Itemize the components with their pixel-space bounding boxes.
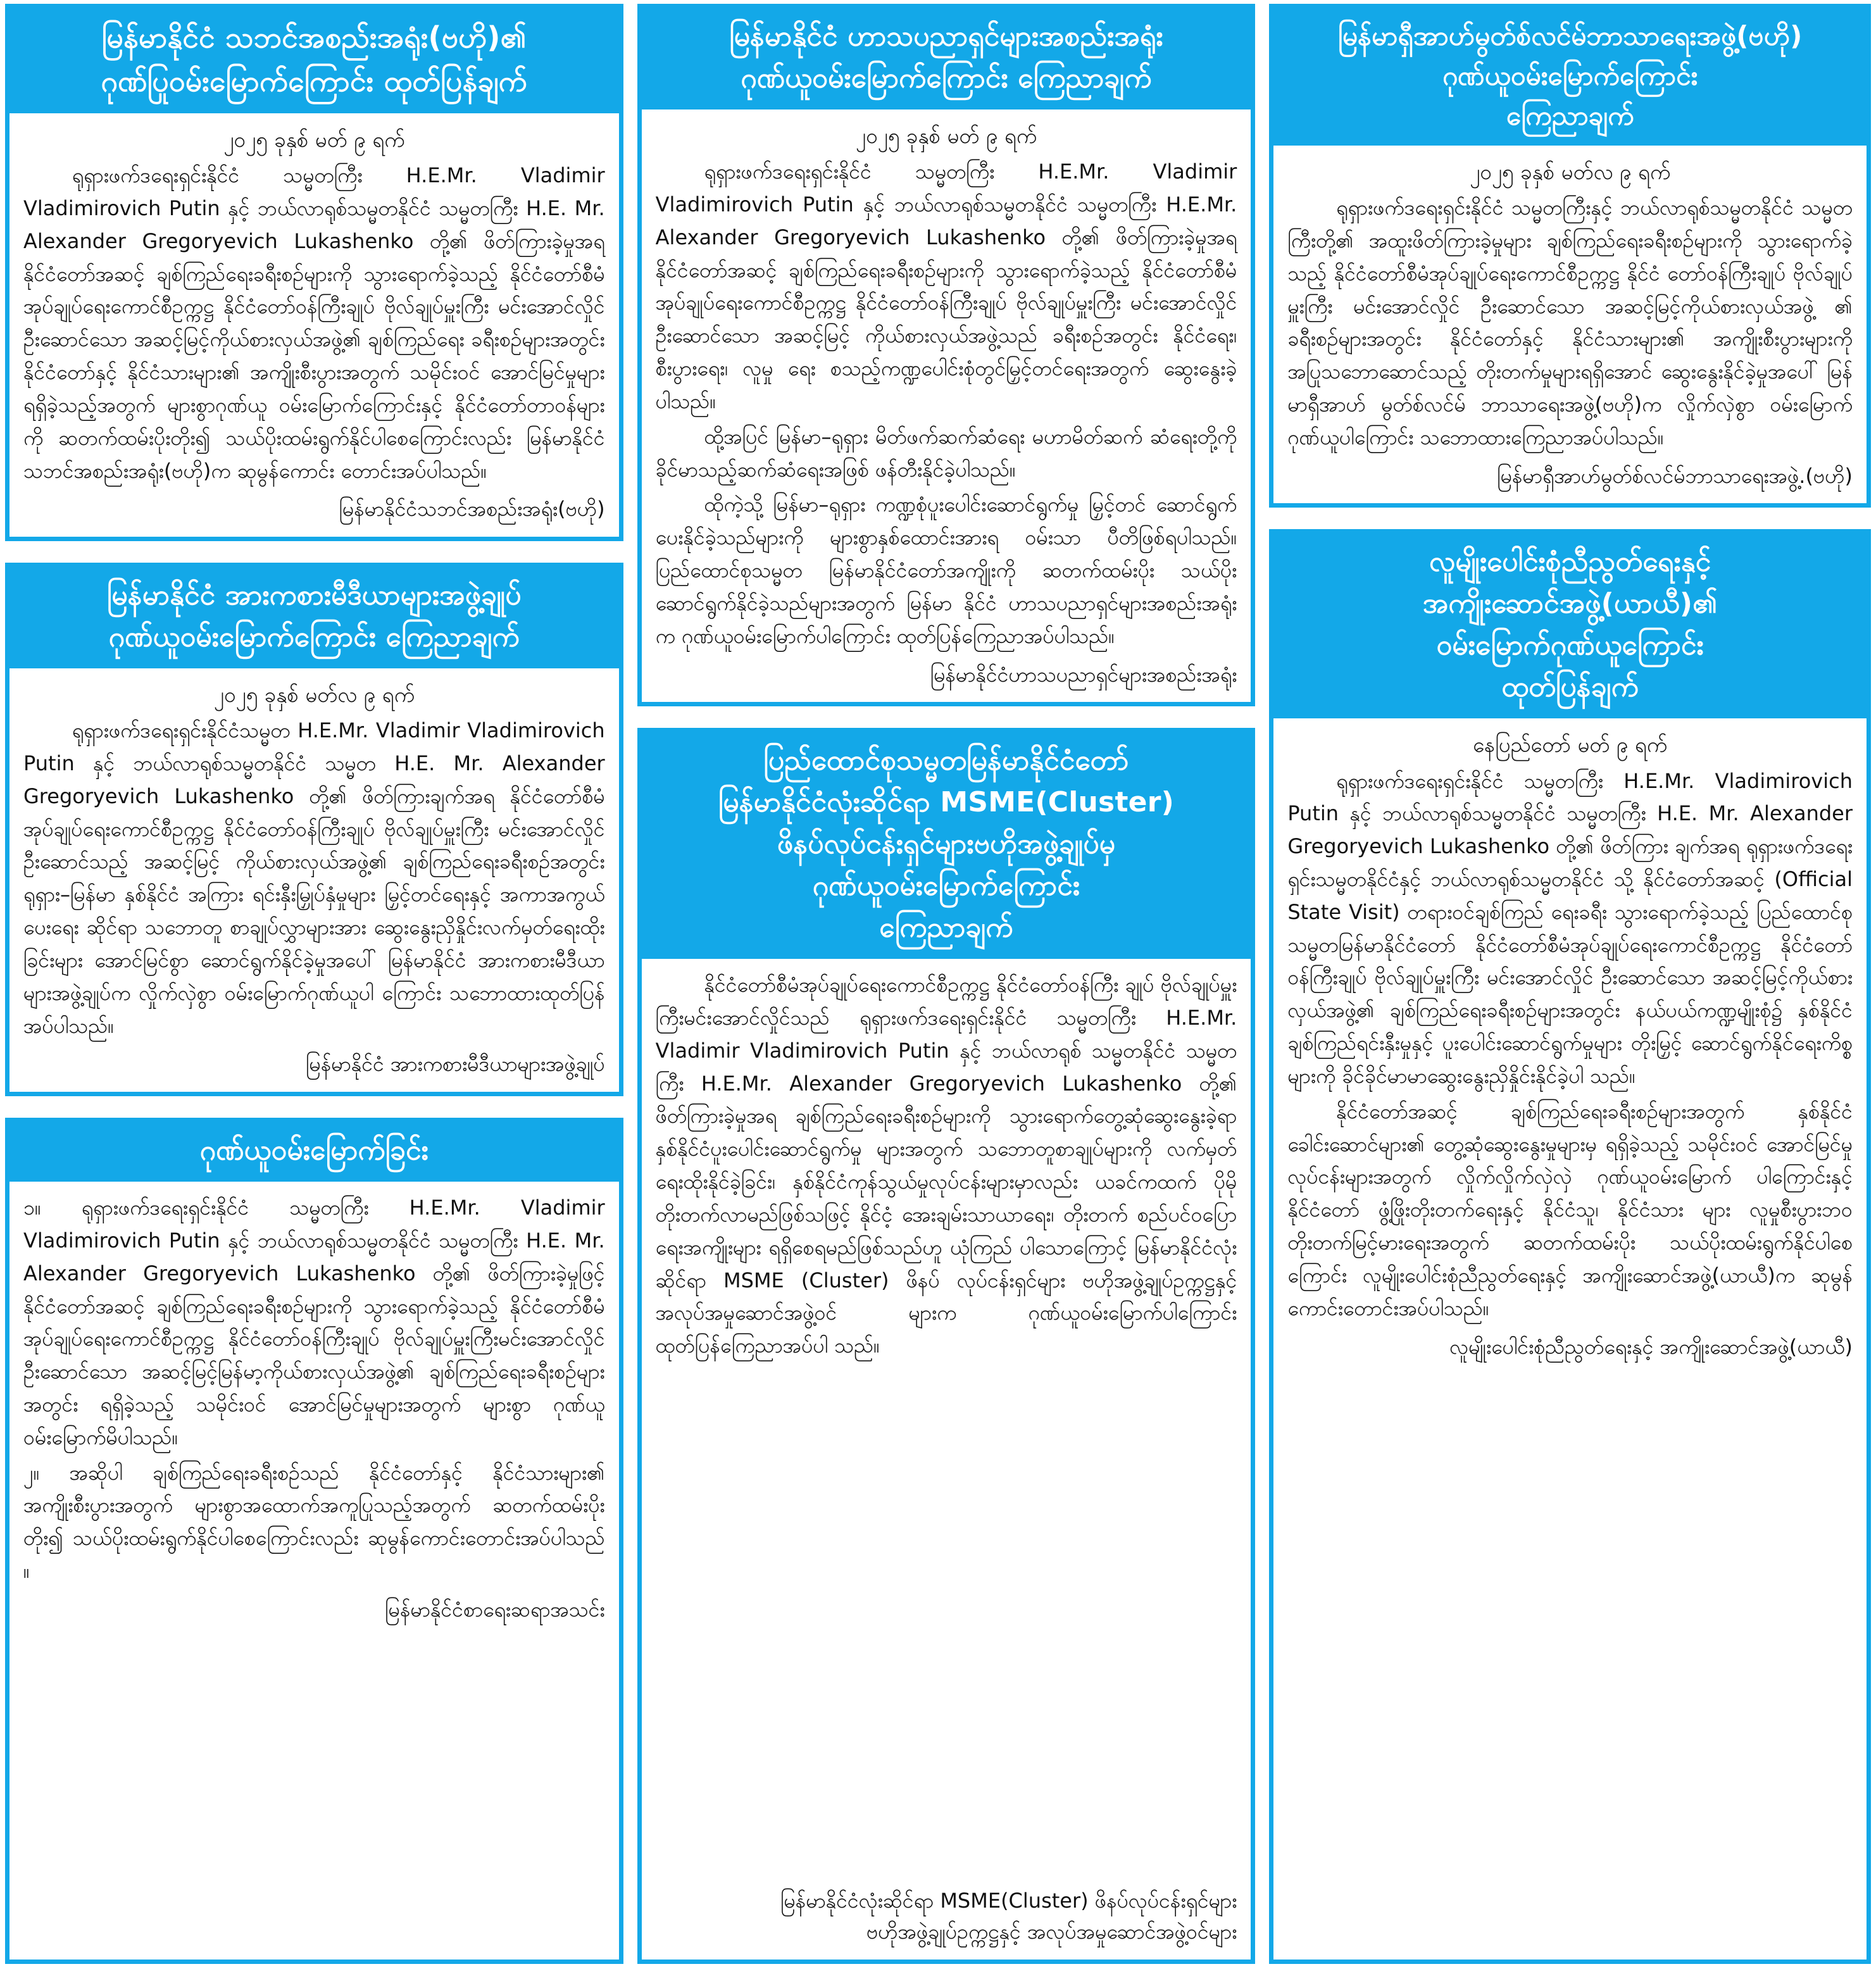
article-headline: [1273, 534, 1867, 718]
headline-line: ထုတ်ပြန်ချက်: [1501, 671, 1639, 704]
dateline: ၂၀၂၅ ခုနှစ် မတ် ၉ ရက်: [223, 127, 405, 152]
headline-line: ဝမ်းမြောက်ဂုဏ်ယူကြောင်း: [1436, 629, 1704, 662]
headline-line: ကြေညာချက်: [879, 911, 1013, 944]
dateline: ၂၀၂၅ ခုနှစ် မတ်လ ၉ ရက်: [1469, 159, 1671, 184]
article-body: [9, 668, 619, 1092]
article-body: [1273, 146, 1867, 503]
article-signature: [23, 1049, 605, 1080]
signature-line: မြန်မာနိုင်ငံသဘင်အစည်းအရုံး(ဗဟို): [339, 497, 605, 522]
headline-line: ဂုဏ်ယူဝမ်းမြောက်ကြောင်း ကြေညာချက်: [108, 621, 520, 654]
signature-line: လူမျိုးပေါင်းစုံညီညွတ်ရေးနှင့် အကျိုးဆောင်အဖွဲ့(ယာယီ): [1449, 1334, 1853, 1359]
article-body: [1273, 718, 1867, 1960]
body-paragraph: ၂။ အဆိုပါ ချစ်ကြည်ရေးခရီးစဉ်သည် နိုင်ငံတော်နှင့် နိုင်ငံသားများ၏ အကျိုးစီးပွားအတွက် များစွာအထောက်အကူပြုသည့်အတွက် ဆတက်ထမ်းပိုးတိုး၍ သယ်ပိုးထမ်းရွက်နိုင်ပါစေကြောင်းလည်း ဆုမွန်ကောင်းတောင်းအပ်ပါသည် ။: [23, 1460, 605, 1584]
headline-line: မြန်မာရှီအာဟ်မွတ်စ်လင်မ်ဘာသာရေးအဖွဲ့(ဗဟို): [1337, 20, 1803, 51]
signature-line: မြန်မာနိုင်ငံဟာသပညာရှင်များအစည်းအရုံး: [930, 662, 1237, 687]
article-body: [642, 109, 1251, 702]
body-paragraph: ရုရှားဖက်ဒရေးရှင်းနိုင်ငံ သမ္မတကြီး H.E.Mr. Vladimir Vladimirovich Putin နှင့် ဘယ်လာရုစ်သမ္မတနိုင်ငံ သမ္မတကြီး H.E.Mr. Alexander Gregoryevich Lukashenko တို့၏ ဖိတ်ကြားခဲ့မှုအရ နိုင်ငံတော်အဆင့် ချစ်ကြည်ရေးခရီးစဉ်များကို သွားရောက်ခဲ့သည့် နိုင်ငံတော်စီမံအုပ်ချုပ်ရေးကောင်စီဥက္ကဋ္ဌ နိုင်ငံတော်ဝန်ကြီးချုပ် ဗိုလ်ချုပ်မှူးကြီး မင်းအောင်လှိုင် ဦးဆောင်သော အဆင့်မြင့် ကိုယ်စားလှယ်အဖွဲ့သည် ခရီးစဉ်အတွင်း နိုင်ငံရေး၊ စီးပွားရေး၊ လူမှု ရေး စသည့်ကဏ္ဍပေါင်းစုံတွင်မြှင့်တင်ရေးအတွက် ဆွေးနွေးခဲ့ပါသည်။: [655, 159, 1237, 413]
column-middle: [637, 4, 1256, 1964]
article-thabin-association: [5, 4, 623, 541]
headline-line: ဂုဏ်ပြုဝမ်းမြောက်ကြောင်း ထုတ်ပြန်ချက်: [101, 64, 527, 98]
article-headline: [9, 1122, 619, 1182]
article-signature: [23, 1594, 605, 1626]
dateline: ၂၀၂၅ ခုနှစ် မတ်လ ၉ ရက်: [213, 682, 415, 708]
headline-line: မြန်မာနိုင်ငံ သဘင်အစည်းအရုံး(ဗဟို)၏: [101, 20, 527, 54]
signature-line: မြန်မာနိုင်ငံလုံးဆိုင်ရာ MSME(Cluster) ဖိနပ်လုပ်ငန်းရှင်များ: [780, 1888, 1237, 1913]
article-signature: [1287, 1332, 1853, 1363]
headline-line: ဂုဏ်ယူဝမ်းမြောက်ခြင်း: [199, 1134, 428, 1167]
headline-line: မြန်မာနိုင်ငံ ဟာသပညာရှင်များအစည်းအရုံး: [729, 20, 1163, 53]
headline-line: ဂုဏ်ယူဝမ်းမြောက်ကြောင်း: [812, 870, 1080, 903]
article-body: [9, 1182, 619, 1960]
article-msme-cluster-federation: [637, 728, 1256, 1964]
article-sports-media-federation: [5, 563, 623, 1096]
column-left: [5, 4, 623, 1964]
article-headline: [642, 732, 1251, 959]
article-signature: [656, 659, 1237, 691]
dateline: ၂၀၂၅ ခုနှစ် မတ် ၉ ရက်: [855, 123, 1037, 148]
article-signature: [656, 1885, 1237, 1948]
article-shia-muslim-religious-association: [1269, 4, 1871, 508]
headline-line: ကြေညာချက်: [1506, 100, 1634, 131]
article-headline: [642, 8, 1251, 109]
body-spacer: [656, 1365, 1237, 1882]
headline-line: ဖိနပ်လုပ်ငန်းရှင်များဗဟိုအဖွဲ့ချုပ်မှ: [777, 828, 1116, 861]
headline-line: မြန်မာနိုင်ငံ အားကစားမီဒီယာများအဖွဲ့ချုပ်: [107, 579, 522, 612]
body-paragraph: ၁။ ရုရှားဖက်ဒရေးရှင်းနိုင်ငံ သမ္မတကြီး H.E.Mr. Vladimir Vladimirovich Putin နှင့် ဘယ်လာရုစ်သမ္မတနိုင်ငံ သမ္မတကြီး H.E. Mr. Alexander Gregoryevich Lukashenko တို့၏ ဖိတ်ကြားခဲ့မှုဖြင့် နိုင်ငံတော်အဆင့် ချစ်ကြည်ရေးခရီးစဉ်များကို သွားရောက်ခဲ့သည့် နိုင်ငံတော်စီမံအုပ်ချုပ်ရေးကောင်စီဥက္ကဋ္ဌ နိုင်ငံတော်ဝန်ကြီးချုပ် ဗိုလ်ချုပ်မှူးကြီးမင်းအောင်လှိုင် ဦးဆောင်သော အဆင့်မြင့်မြန်မာ့ကိုယ်စားလှယ်အဖွဲ့၏ ချစ်ကြည်ရေးခရီးစဉ်များအတွင်း ရရှိခဲ့သည့် သမိုင်းဝင် အောင်မြင်မှုများအတွက် များစွာ ဂုဏ်ယူဝမ်းမြောက်မိပါသည်။: [23, 1196, 605, 1449]
signature-line: မြန်မာရှီအာဟ်မွတ်စ်လင်မ်ဘာသာရေးအဖွဲ့‌.(ဗဟို): [1497, 463, 1853, 488]
headline-line: ဂုဏ်ယူဝမ်းမြောက်ကြောင်း: [1442, 60, 1698, 91]
article-body: [9, 113, 619, 537]
article-headline: [1273, 8, 1867, 146]
body-paragraph: ရုရှားဖက်ဒရေးရှင်းနိုင်ငံ သမ္မတကြီး H.E.Mr. Vladimir Vladimirovich Putin နှင့် ဘယ်လာရုစ်သမ္မတနိုင်ငံ သမ္မတကြီး H.E. Mr. Alexander Gregoryevich Lukashenko တို့၏ ဖိတ်ကြားခဲ့မှုအရ နိုင်ငံတော်အဆင့် ချစ်ကြည်ရေးခရီးစဉ်များကို သွားရောက်ခဲ့သည့် နိုင်ငံတော်စီမံအုပ်ချုပ်ရေးကောင်စီဥက္ကဋ္ဌ နိုင်ငံတော်ဝန်ကြီးချုပ် ဗိုလ်ချုပ်မှူးကြီး မင်းအောင်လှိုင် ဦးဆောင်သော အဆင့်မြင့်ကိုယ်စားလှယ်အဖွဲ့၏ ချစ်ကြည်ရေး ခရီးစဉ်များအတွင်း နိုင်ငံတော်နှင့် နိုင်ငံသားများ၏ အကျိုးစီးပွားအတွက် သမိုင်းဝင် အောင်မြင်မှုများရရှိခဲ့သည့်အတွက် များစွာဂုဏ်ယူ ဝမ်းမြောက်ကြောင်းနှင့် နိုင်ငံတော်တာဝန်များကို ဆတက်ထမ်းပိုးတိုး၍ သယ်ပိုးထမ်းရွက်နိုင်ပါစေကြောင်းလည်း မြန်မာနိုင်ငံ သဘင်အစည်းအရုံး(ဗဟို)က ဆုမွန်ကောင်း တောင်းအပ်ပါသည်။: [23, 163, 605, 483]
body-paragraph: ရုရှားဖက်ဒရေးရှင်းနိုင်ငံ သမ္မတကြီးနှင့် ဘယ်လာရုစ်သမ္မတနိုင်ငံ သမ္မတကြီးတို့၏ အထူးဖိတ်ကြားခဲ့မှုများ ချစ်ကြည်ရေးခရီးစဉ်များကို သွားရောက်ခဲ့သည့် နိုင်ငံတော်စီမံအုပ်ချုပ်ရေးကောင်စီဥက္ကဋ္ဌ နိုင်ငံ တော်ဝန်ကြီးချုပ် ဗိုလ်ချုပ်မှူးကြီး မင်းအောင်လှိုင် ဦးဆောင်သော အဆင့်မြင့်ကိုယ်စားလှယ်အဖွဲ့ ၏ ခရီးစဉ်များအတွင်း နိုင်ငံတော်နှင့် နိုင်ငံသားများ၏ အကျိုးစီးပွားများကို အပြုသဘောဆောင်သည့် တိုးတက်မှုများရရှိအောင် ဆွေးနွေးနိုင်ခဲ့မှုအပေါ် မြန်မာရှီအာဟ် မွတ်စ်လင်မ် ဘာသာရေးအဖွဲ့(ဗဟို)က လှိုက်လှဲစွာ ဝမ်းမြောက် ဂုဏ်ယူပါကြောင်း သဘောထားကြေညာအပ်ပါသည်။: [1287, 196, 1853, 449]
article-national-races-unity-association: [1269, 529, 1871, 1964]
article-headline: [9, 567, 619, 668]
article-body: [642, 959, 1251, 1960]
article-writers-association: [5, 1118, 623, 1964]
headline-line: ဂုဏ်ယူဝမ်းမြောက်ကြောင်း ကြေညာချက်: [741, 62, 1152, 94]
headline-line: အကျိုးဆောင်အဖွဲ့(ယာယီ)၏: [1422, 587, 1718, 620]
body-paragraph: နိုင်ငံတော်အဆင့် ချစ်ကြည်ရေးခရီးစဉ်များအတွက် နှစ်နိုင်ငံ ခေါင်းဆောင်များ၏ တွေ့ဆုံဆွေးနွေးမှုများမှ ရရှိခဲ့သည့် သမိုင်းဝင် အောင်မြင်မှုလုပ်ငန်းများအတွက် လှိုက်လှိုက်လှဲလှဲ ဂုဏ်ယူဝမ်းမြောက် ပါကြောင်းနှင့် နိုင်ငံတော် ဖွံ့ဖြိုးတိုးတက်ရေးနှင့် နိုင်ငံသူ၊ နိုင်ငံသား များ လူမှုစီးပွားဘဝတိုးတက်မြင့်မားရေးအတွက် ဆတက်ထမ်းပိုး သယ်ပိုးထမ်းရွက်နိုင်ပါစေကြောင်း လူမျိုးပေါင်းစုံညီညွတ်ရေးနှင့် အကျိုးဆောင်အဖွဲ့(ယာယီ)က ဆုမွန်ကောင်းတောင်းအပ်ပါသည်။: [1287, 1099, 1853, 1320]
column-right: [1269, 4, 1871, 1964]
headline-line: လူမျိုးပေါင်းစုံညီညွတ်ရေးနှင့်: [1429, 546, 1711, 578]
article-comedians-association: [637, 4, 1256, 706]
body-paragraph: ထို့အပြင် မြန်မာ–ရုရှား မိတ်ဖက်ဆက်ဆံရေး မဟာမိတ်ဆက် ဆံရေးတို့ကို ခိုင်မာသည့်ဆက်ဆံရေးအဖြစ် ဖန်တီးနိုင်ခဲ့ပါသည်။: [655, 424, 1237, 482]
body-paragraph: နိုင်ငံတော်စီမံအုပ်ချုပ်ရေးကောင်စီဥက္ကဋ္ဌ နိုင်ငံတော်ဝန်ကြီး ချုပ် ဗိုလ်ချုပ်မှူးကြီးမင်းအောင်လှိုင်သည် ရုရှားဖက်ဒရေးရှင်းနိုင်ငံ သမ္မတကြီး H.E.Mr. Vladimir Vladimirovich Putin နှင့် ဘယ်လာရုစ် သမ္မတနိုင်ငံ သမ္မတကြီး H.E.Mr. Alexander Gregoryevich Lukashenko တို့၏ ဖိတ်ကြားခဲ့မှုအရ ချစ်ကြည်ရေးခရီးစဉ်များကို သွားရောက်တွေ့ဆုံဆွေးနွေးခဲ့ရာ နှစ်နိုင်ငံပူးပေါင်းဆောင်ရွက်မှု များအတွက် သဘောတူစာချုပ်များကို လက်မှတ်ရေးထိုးနိုင်ခဲ့ခြင်း၊ နှစ်နိုင်ငံကုန်သွယ်မှုလုပ်ငန်းများမှာလည်း ယခင်ကထက် ပိုမို တိုးတက်လာမည်ဖြစ်သဖြင့် နိုင်ငံ့ အေးချမ်းသာယာရေး၊ တိုးတက် စည်ပင်ဝပြောရေးအကျိုးများ ရရှိစေရမည်ဖြစ်သည်ဟူ ယုံကြည် ပါသောကြောင့် မြန်မာနိုင်ငံလုံးဆိုင်ရာ MSME (Cluster) ဖိနပ် လုပ်ငန်းရှင်များ ဗဟိုအဖွဲ့ချုပ်ဥက္ကဋ္ဌနှင့် အလုပ်အမှုဆောင်အဖွဲ့ဝင် များက ဂုဏ်ယူဝမ်းမြောက်ပါကြောင်း ထုတ်ပြန်ကြေညာအပ်ပါ သည်။: [655, 973, 1237, 1358]
signature-line: ဗဟိုအဖွဲ့ချုပ်ဥက္ကဋ္ဌနှင့် အလုပ်အမှုဆောင်အဖွဲ့ဝင်များ: [866, 1920, 1237, 1944]
article-headline: [9, 8, 619, 113]
signature-line: မြန်မာနိုင်ငံ အားကစားမီဒီယာများအဖွဲ့ချုပ်: [306, 1052, 605, 1077]
headline-line: မြန်မာနိုင်ငံလုံးဆိုင်ရာ MSME(Cluster): [718, 786, 1174, 819]
body-paragraph: ထိုကဲ့သို့ မြန်မာ–ရုရှား ကဏ္ဍစုံပူးပေါင်းဆောင်ရွက်မှု မြှင့်တင် ဆောင်ရွက်ပေးနိုင်ခဲ့သည်များကို များစွာနှစ်ထောင်းအားရ ဝမ်းသာ ပီတိဖြစ်ရပါသည်။ ပြည်ထောင်စုသမ္မတ မြန်မာနိုင်ငံတော်အကျိုးကို ဆတက်ထမ်းပိုး သယ်ပိုးဆောင်ရွက်နိုင်ခဲ့သည်များအတွက် မြန်မာ နိုင်ငံ ဟာသပညာရှင်များအစည်းအရုံးက ဂုဏ်ယူဝမ်းမြောက်ပါကြောင်း ထုတ်ပြန်ကြေညာအပ်ပါသည်။: [655, 492, 1237, 648]
body-paragraph: ရုရှားဖက်ဒရေးရှင်းနိုင်ငံ သမ္မတကြီး H.E.Mr. Vladimirovich Putin နှင့် ဘယ်လာရုစ်သမ္မတနိုင်ငံ သမ္မတကြီး H.E. Mr. Alexander Gregoryevich Lukashenko တို့၏ ဖိတ်ကြား ချက်အရ ရုရှားဖက်ဒရေးရှင်းသမ္မတနိုင်ငံနှင့် ဘယ်လာရုစ်သမ္မတနိုင်ငံ သို့ နိုင်ငံတော်အဆင့် (Official State Visit) တရားဝင်ချစ်ကြည် ရေးခရီး သွားရောက်ခဲ့သည့် ပြည်ထောင်စုသမ္မတမြန်မာနိုင်ငံတော် နိုင်ငံတော်စီမံအုပ်ချုပ်ရေးကောင်စီဥက္ကဋ္ဌ နိုင်ငံတော်ဝန်ကြီးချုပ် ဗိုလ်ချုပ်မှူးကြီး မင်းအောင်လှိုင် ဦးဆောင်သော အဆင့်မြင့်ကိုယ်စား လှယ်အဖွဲ့၏ ချစ်ကြည်ရေးခရီးစဉ်များအတွင်း နယ်ပယ်ကဏ္ဍမျိုးစုံ၌ နှစ်နိုင်ငံချစ်ကြည်ရင်းနှီးမှုနှင့် ပူးပေါင်းဆောင်ရွက်မှုများ တိုးမြှင့် ဆောင်ရွက်နိုင်ရေးကိစ္စများကို ခိုင်ခိုင်မာမာဆွေးနွေးညှိနှိုင်းနိုင်ခဲ့ပါ သည်။: [1287, 768, 1853, 1088]
headline-line: ပြည်ထောင်စုသမ္မတမြန်မာနိုင်ငံတော်: [763, 744, 1129, 777]
article-signature: [23, 494, 605, 525]
article-signature: [1287, 461, 1853, 492]
signature-line: မြန်မာနိုင်ငံစာရေးဆရာအသင်း: [385, 1597, 605, 1622]
body-paragraph: ရုရှားဖက်ဒရေးရှင်းနိုင်ငံသမ္မတ H.E.Mr. Vladimir Vladimirovich Putin နှင့် ဘယ်လာရုစ်သမ္မတနိုင်ငံ သမ္မတ H.E. Mr. Alexander Gregoryevich Lukashenko တို့၏ ဖိတ်ကြားချက်အရ နိုင်ငံတော်စီမံအုပ်ချုပ်ရေးကောင်စီဥက္ကဋ္ဌ နိုင်ငံတော်ဝန်ကြီးချုပ် ဗိုလ်ချုပ်မှူးကြီး မင်းအောင်လှိုင် ဦးဆောင်သည့် အဆင့်မြင့် ကိုယ်စားလှယ်အဖွဲ့၏ ချစ်ကြည်ရေးခရီးစဉ်အတွင်း ရုရှား–မြန်မာ နှစ်နိုင်ငံ အကြား ရင်းနှီးမြှုပ်နှံမှုများ မြှင့်တင်ရေးနှင့် အကာအကွယ်ပေးရေး ဆိုင်ရာ သဘောတူ စာချုပ်လွှာများအား ဆွေးနွေးညှိနှိုင်းလက်မှတ်ရေးထိုးခြင်းများ အောင်မြင်စွာ ဆောင်ရွက်နိုင်ခဲ့မှုအပေါ် မြန်မာနိုင်ငံ အားကစားမီဒီယာများအဖွဲ့ချုပ်က လှိုက်လှဲစွာ ဝမ်းမြောက်ဂုဏ်ယူပါ ကြောင်း သဘောထားထုတ်ပြန်အပ်ပါသည်။: [23, 718, 605, 1038]
dateline: နေပြည်တော် မတ် ၉ ရက်: [1473, 732, 1668, 758]
